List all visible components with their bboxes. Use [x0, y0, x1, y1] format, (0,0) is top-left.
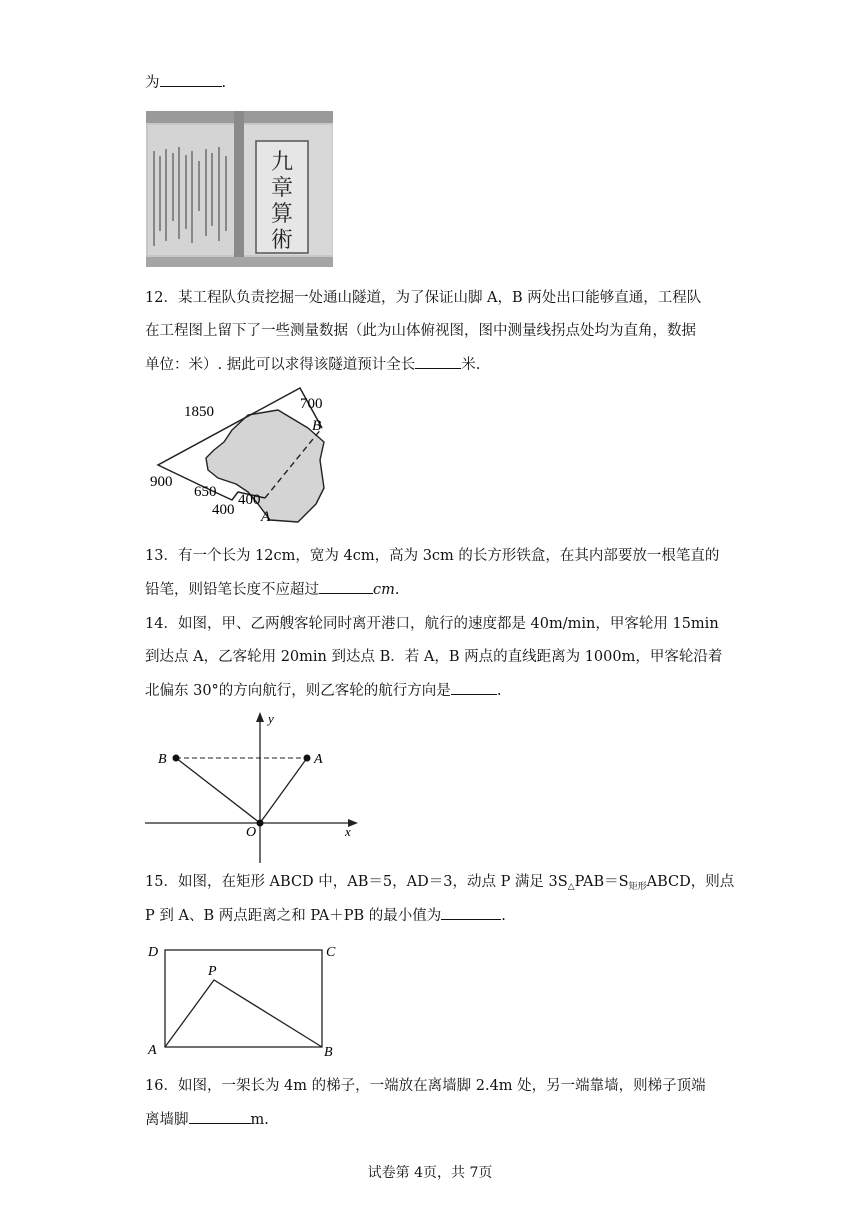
q13-line-1: 13．有一个长为 12cm，宽为 4cm，高为 3cm 的长方形铁盒，在其内部要放一根笔直的	[145, 548, 720, 564]
label-400-left: 400	[212, 502, 235, 518]
label-400-right: 400	[238, 492, 261, 508]
label-A: A	[314, 752, 323, 767]
answer-blank[interactable]	[441, 905, 501, 920]
q13-line-2: 铅笔，则铅笔长度不应超过 cm.	[145, 579, 399, 600]
q14-line-2: 到达点 A，乙客轮用 20min 到达点 B．若 A，B 两点的直线距离为 1000m，甲客轮沿着	[145, 649, 723, 665]
q15-line-1: 15．如图，在矩形 ABCD 中，AB＝5，AD＝3，动点 P 满足 $3S_\triangle PAB=S_{矩形}ABCD$，则点	[145, 874, 735, 892]
answer-blank[interactable]	[451, 680, 497, 695]
book-title-char-3: 算	[270, 201, 294, 226]
book-photo	[146, 111, 333, 267]
q11-tail: 为 .	[145, 72, 226, 93]
book-title-char-2: 章	[270, 175, 294, 200]
label-700: 700	[300, 396, 323, 412]
q16-line-1: 16．如图，一架长为 4m 的梯子，一端放在离墙脚 2.4m 处，另一端靠墙，则梯子顶端	[145, 1078, 706, 1094]
point-O	[257, 820, 264, 827]
label-1850: 1850	[184, 404, 214, 420]
q15-line-2: P 到 A、B 两点距离之和 PA＋PB 的最小值为 .	[145, 905, 506, 926]
label-x: x	[345, 824, 351, 839]
q14-line-1: 14．如图，甲、乙两艘客轮同时离开港口，航行的速度都是 40m/min，甲客轮用 15min	[145, 616, 719, 632]
q12-line-3: 单位：米）. 据此可以求得该隧道预计全长 米.	[145, 354, 480, 375]
label-B: B	[158, 752, 167, 767]
q12-line-2: 在工程图上留下了一些测量数据（此为山体俯视图，图中测量线拐点处均为直角，数据	[145, 323, 696, 339]
answer-blank[interactable]	[319, 579, 373, 594]
q14-line-3: 北偏东 30°的方向航行，则乙客轮的航行方向是 .	[145, 680, 501, 701]
rectangle-figure	[140, 938, 350, 1060]
label-B: B	[324, 1045, 333, 1060]
label-650: 650	[194, 484, 217, 500]
tunnel-figure	[140, 380, 350, 535]
label-D: D	[148, 945, 159, 960]
answer-blank[interactable]	[160, 72, 222, 87]
answer-blank[interactable]	[415, 354, 461, 369]
label-A: A	[261, 509, 271, 525]
label-C: C	[326, 945, 336, 960]
label-P: P	[208, 964, 217, 979]
label-O: O	[246, 825, 257, 840]
page-footer: 试卷第 4页，共 7页	[367, 1165, 493, 1181]
segments-PA-PB	[165, 980, 322, 1047]
ships-figure	[140, 708, 370, 868]
label-y: y	[268, 711, 274, 726]
y-axis-arrow	[256, 712, 264, 722]
label-900: 900	[150, 474, 173, 490]
q16-line-2: 离墙脚 m.	[145, 1109, 269, 1130]
label-B: B	[312, 418, 322, 434]
point-A	[304, 755, 311, 762]
label-A: A	[148, 1043, 157, 1058]
segment-OB	[176, 758, 260, 823]
book-title-char-4: 術	[270, 227, 294, 252]
book-title-char-1: 九	[270, 149, 294, 174]
q12-line-1: 12．某工程队负责挖掘一处通山隧道，为了保证山脚 A，B 两处出口能够直通，工程队	[145, 290, 702, 306]
point-B	[173, 755, 180, 762]
answer-blank[interactable]	[189, 1109, 251, 1124]
segment-OA	[260, 758, 307, 823]
book-photo-drawing	[146, 111, 333, 267]
